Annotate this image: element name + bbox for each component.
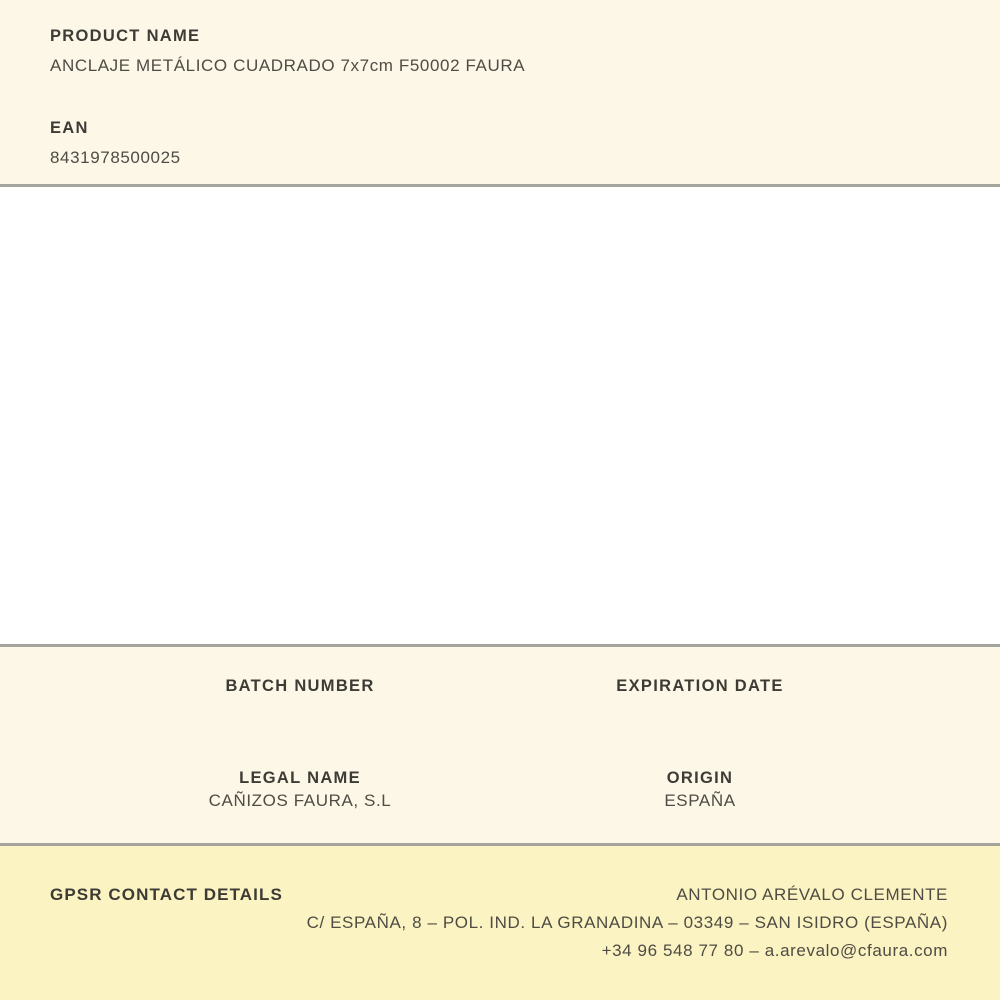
ean-block xyxy=(50,118,950,168)
origin-value: ESPAÑA xyxy=(664,791,736,810)
batch-legal-left-column xyxy=(100,676,500,843)
batch-legal-right-column xyxy=(500,676,900,843)
origin-label: ORIGIN xyxy=(666,769,734,787)
ean-label: EAN xyxy=(50,119,89,137)
product-section xyxy=(0,0,1000,184)
gpsr-contact-lines xyxy=(307,884,948,968)
product-name-block xyxy=(50,26,950,76)
batch-number-label: BATCH NUMBER xyxy=(225,677,375,695)
gpsr-contact-label: GPSR CONTACT DETAILS xyxy=(50,885,283,904)
product-name-value: ANCLAJE METÁLICO CUADRADO 7x7cm F50002 FAURA xyxy=(50,56,526,75)
product-name-label: PRODUCT NAME xyxy=(50,27,201,45)
contact-address: C/ ESPAÑA, 8 – POL. IND. LA GRANADINA – 03349 – SAN ISIDRO (ESPAÑA) xyxy=(306,913,948,932)
ean-value: 8431978500025 xyxy=(50,148,181,167)
contact-name: ANTONIO ARÉVALO CLEMENTE xyxy=(676,885,948,904)
expiration-date-label: EXPIRATION DATE xyxy=(616,677,784,695)
gpsr-contact-section xyxy=(0,846,1000,1000)
legal-name-label: LEGAL NAME xyxy=(239,769,361,787)
contact-phone-email: +34 96 548 77 80 – a.arevalo@cfaura.com xyxy=(601,941,948,960)
batch-legal-section xyxy=(0,647,1000,843)
legal-name-value: CAÑIZOS FAURA, S.L xyxy=(208,791,392,810)
product-image-area xyxy=(0,187,1000,644)
